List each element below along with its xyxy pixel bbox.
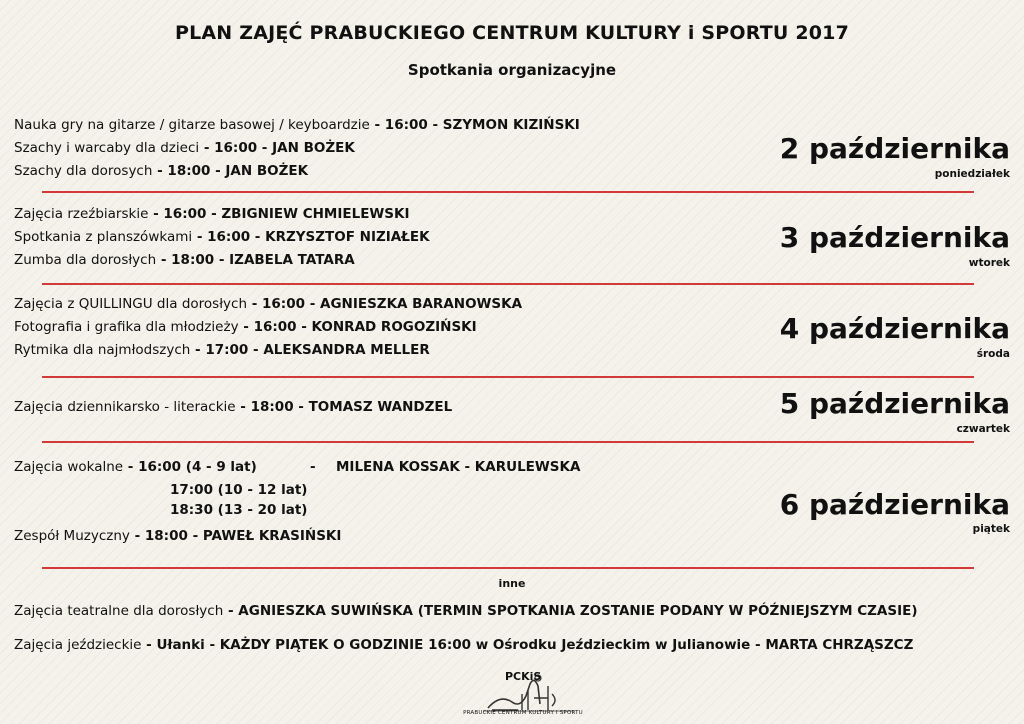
schedule-row xyxy=(14,252,355,268)
schedule-row xyxy=(14,637,913,653)
activity-name: Zespół Muzyczny xyxy=(14,528,130,544)
activity-details: - AGNIESZKA SUWIŃSKA (TERMIN SPOTKANIA ZOSTANIE PODANY W PÓŹNIEJSZYM CZASIE) xyxy=(223,603,918,619)
weekday-label: piątek xyxy=(972,523,1010,535)
schedule-row xyxy=(14,603,918,619)
activity-details: - 16:00 - AGNIESZKA BARANOWSKA xyxy=(247,296,523,312)
activity-details: - 18:00 - IZABELA TATARA xyxy=(156,252,355,268)
activity-name: Nauka gry na gitarze / gitarze basowej / keyboardzie xyxy=(14,117,370,133)
dash-separator: - xyxy=(310,459,316,475)
logo-text: PCKiS xyxy=(505,670,542,683)
activity-details: - 18:00 - PAWEŁ KRASIŃSKI xyxy=(129,528,342,544)
schedule-row xyxy=(14,117,580,133)
separator-line xyxy=(42,376,974,378)
activity-name: Zajęcia teatralne dla dorosłych xyxy=(14,603,224,619)
time-slot: - 16:00 (4 - 9 lat) xyxy=(123,459,257,475)
activity-details: - 16:00 - JAN BOŻEK xyxy=(199,140,355,156)
date-heading: 3 października xyxy=(779,221,1010,254)
date-heading: 5 października xyxy=(779,387,1010,420)
activity-name: Zajęcia z QUILLINGU dla dorosłych xyxy=(14,296,248,312)
schedule-row xyxy=(14,229,430,245)
separator-line xyxy=(42,283,974,285)
activity-details: - 16:00 - KONRAD ROGOZIŃSKI xyxy=(238,319,477,335)
activity-details: - 16:00 - ZBIGNIEW CHMIELEWSKI xyxy=(148,206,410,222)
activity-name: Zajęcia dziennikarsko - literackie xyxy=(14,399,236,415)
activity-details: - Ułanki - KAŻDY PIĄTEK O GODZINIE 16:00 w Ośrodku Jeździeckim w Julianowie - MARTA CHRZĄSZCZ xyxy=(141,637,914,653)
activity-name: Rytmika dla najmłodszych xyxy=(14,342,191,358)
schedule-row xyxy=(14,528,341,544)
activity-name: Szachy dla dorosych xyxy=(14,163,153,179)
time-slot: 18:30 (13 - 20 lat) xyxy=(170,502,308,518)
other-heading: inne xyxy=(498,577,526,590)
schedule-row xyxy=(14,399,452,415)
activity-details: - 16:00 - SZYMON KIZIŃSKI xyxy=(369,117,580,133)
schedule-row xyxy=(14,206,410,222)
separator-line xyxy=(42,567,974,569)
schedule-row xyxy=(14,319,477,335)
schedule-row xyxy=(14,342,430,358)
date-heading: 4 października xyxy=(779,312,1010,345)
activity-details: - 16:00 - KRZYSZTOF NIZIAŁEK xyxy=(192,229,430,245)
activity-name: Zajęcia jeździeckie xyxy=(14,637,142,653)
date-heading: 6 października xyxy=(779,488,1010,521)
activity-details: - 17:00 - ALEKSANDRA MELLER xyxy=(190,342,430,358)
separator-line xyxy=(42,191,974,193)
weekday-label: środa xyxy=(976,348,1010,360)
schedule-row xyxy=(14,163,308,179)
activity-details: - 18:00 - TOMASZ WANDZEL xyxy=(235,399,453,415)
weekday-label: poniedziałek xyxy=(934,168,1010,180)
date-heading: 2 października xyxy=(779,132,1010,165)
separator-line xyxy=(42,441,974,443)
vocal-teacher: MILENA KOSSAK - KARULEWSKA xyxy=(336,459,581,475)
activity-name: Szachy i warcaby dla dzieci xyxy=(14,140,200,156)
activity-name: Zajęcia wokalne xyxy=(14,459,124,475)
schedule-row xyxy=(14,296,522,312)
activity-name: Zumba dla dorosłych xyxy=(14,252,157,268)
weekday-label: czwartek xyxy=(956,423,1010,435)
page-subtitle: Spotkania organizacyjne xyxy=(407,61,617,79)
page-title: PLAN ZAJĘĆ PRABUCKIEGO CENTRUM KULTURY i SPORTU 2017 xyxy=(174,22,850,44)
activity-name: Fotografia i grafika dla młodzieży xyxy=(14,319,239,335)
weekday-label: wtorek xyxy=(968,257,1010,269)
time-slot: 17:00 (10 - 12 lat) xyxy=(170,482,308,498)
vocal-row xyxy=(14,459,257,475)
activity-name: Zajęcia rzeźbiarskie xyxy=(14,206,149,222)
activity-name: Spotkania z planszówkami xyxy=(14,229,193,245)
schedule-row xyxy=(14,140,355,156)
logo-subtext: PRABUCKIE CENTRUM KULTURY I SPORTU xyxy=(463,710,583,716)
activity-details: - 18:00 - JAN BOŻEK xyxy=(152,163,309,179)
